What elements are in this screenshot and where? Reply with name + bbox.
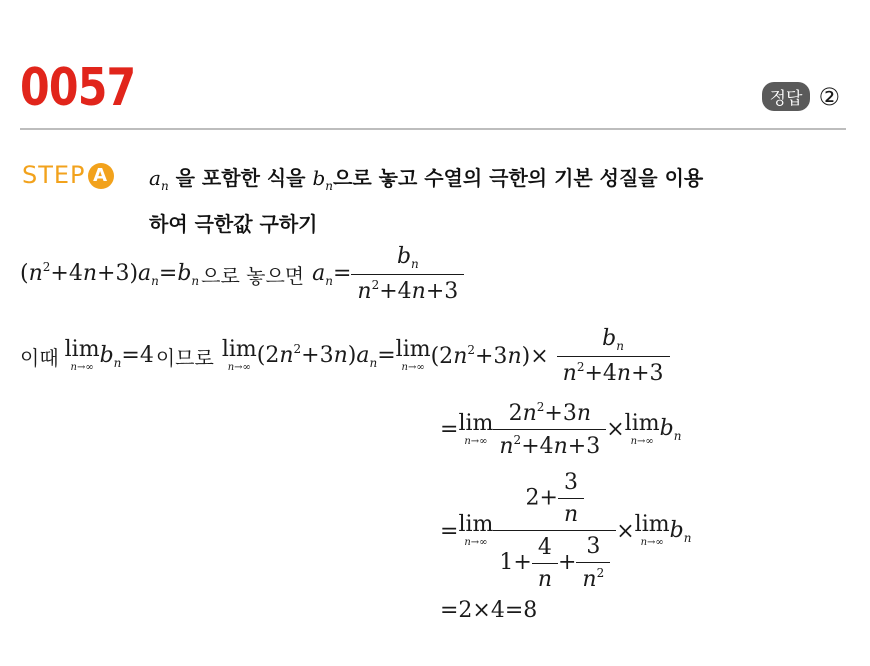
- step-badge: A: [88, 163, 114, 189]
- fraction-bn-over-poly: $\frac{b_n}{n^2+4n+3}$: [557, 326, 670, 386]
- fraction-complex: 2+ $\frac{3}{n}$ 1+ $\frac{4}{n}$ + $\frac{3}{n^2}$: [493, 470, 616, 592]
- equation-line-4: = lim n→∞ 2+ $\frac{3}{n}$ 1+ $\frac{4}{n}$ + $\frac{3}{n^2}$ × lim n→∞ $b_n$: [440, 470, 692, 592]
- limit-value: 4: [139, 342, 154, 368]
- limit-operator: lim n→∞: [624, 410, 660, 447]
- answer-box: [762, 82, 840, 111]
- answer-badge: 정답: [762, 82, 811, 111]
- limit-operator: lim n→∞: [64, 337, 100, 373]
- line1-text: 으로 놓으면: [201, 263, 305, 288]
- line2-mid: 이므로: [155, 345, 214, 370]
- step-title-line2: 하여 극한값 구하기: [149, 212, 318, 236]
- step-label: [22, 161, 114, 189]
- line2-prefix: 이때: [20, 345, 59, 370]
- equation-line-3: = lim n→∞ $\frac{2n^2+3n}{n^2+4n+3}$ × lim n→∞ $b_n$: [440, 400, 682, 459]
- term-b-n: $b_n$: [312, 166, 334, 193]
- term-a-n: $a_n$: [149, 166, 169, 193]
- limit-operator: lim n→∞: [458, 410, 494, 447]
- equation-line-1: $(n^2+4n+3)a_n=b_n$ 으로 놓으면 $a_n=$ $\frac{b_n}{n^2+4n+3}$: [20, 244, 464, 304]
- step-title-part2: 으로 놓고 수열의 극한의 기본 성질을 이용: [333, 166, 704, 190]
- fraction-bn-over-poly: $\frac{b_n}{n^2+4n+3}$: [351, 244, 464, 304]
- step-text: STEP: [22, 161, 86, 189]
- limit-operator: lim n→∞: [221, 337, 257, 373]
- equation-line-2: 이때 lim n→∞ $b_n=4$ 이므로 lim n→∞ $(2n^2+3n)a_n=$ lim n→∞ $(2n^2+3n)\times$ $\frac{b_n}{n^2+4n+3}$: [20, 326, 670, 386]
- fraction-quadratic-ratio: $\frac{2n^2+3n}{n^2+4n+3}$: [493, 400, 606, 459]
- final-result: =2×4=8: [440, 598, 538, 623]
- header-divider: [20, 128, 846, 130]
- problem-number: 0057: [20, 58, 136, 118]
- step-title: [149, 159, 829, 243]
- step-title-part1: 을 포함한 식을: [175, 166, 306, 190]
- limit-operator: lim n→∞: [395, 337, 431, 373]
- limit-operator: lim n→∞: [458, 512, 494, 548]
- answer-value: ②: [818, 82, 840, 111]
- limit-operator: lim n→∞: [634, 512, 670, 548]
